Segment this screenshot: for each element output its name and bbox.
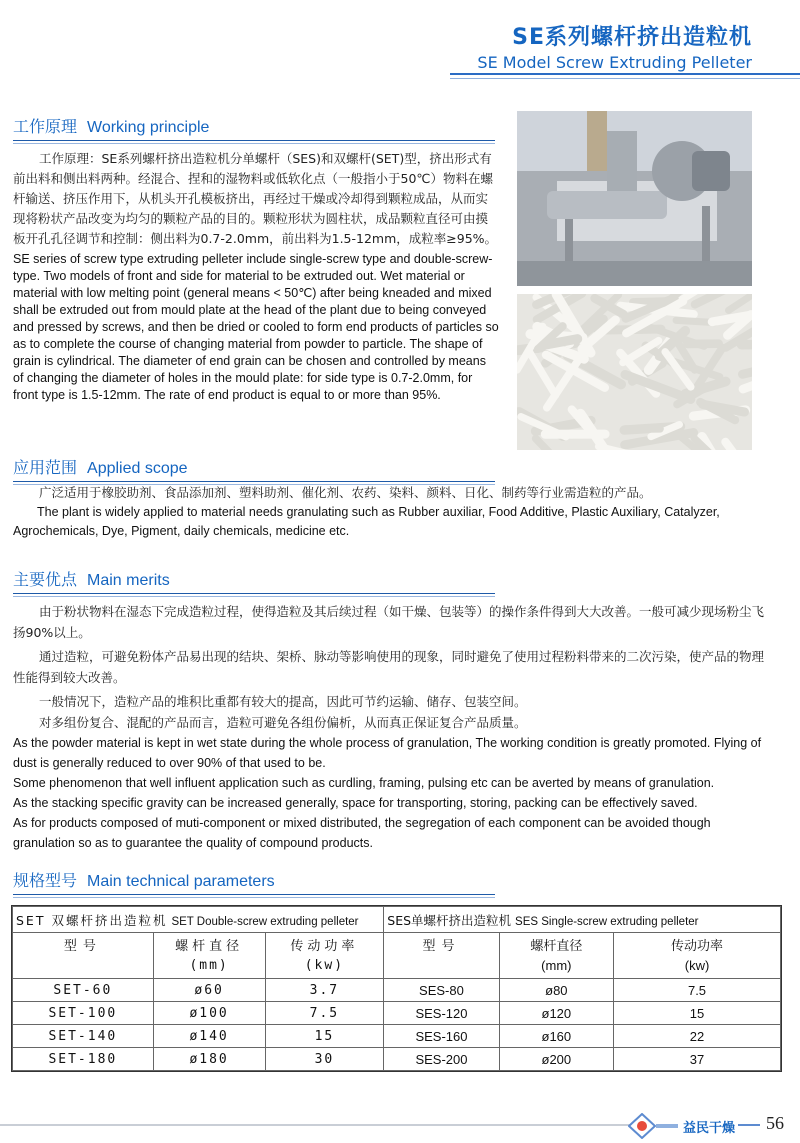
set-model-header: 型号 [13, 933, 154, 979]
page-number: 56 [766, 1113, 784, 1133]
footer-rule [0, 1124, 650, 1126]
merit-cn-paragraph: 对多组份复合、混配的产品而言，造粒可避免各组份偏析，从而真正保证复合产品质量。 [39, 715, 527, 730]
page-title-cn: SE系列螺杆挤出造粒机 [512, 25, 752, 50]
ses-power-header: 传动功率 (kw) [614, 933, 781, 979]
pelleter-machine-photo [517, 111, 752, 286]
merit-en-paragraph: As for products composed of muti-component or mixed distributed, the segregation of each component can be avoided though granulation so as to guarantee the quality of compound products. [13, 816, 711, 850]
applied-scope-section [13, 455, 495, 485]
main-merits-body [13, 601, 773, 853]
applied-scope-cn-text: 广泛适用于橡胶助剂、食品添加剂、塑料助剂、催化剂、农药、染料、颜料、日化、制药等行业需造粒的产品。 [39, 485, 652, 500]
set-group-header: SET 双螺杆挤出造粒机 SET Double-screw extruding pelleter [13, 907, 384, 933]
parameters-table [11, 905, 782, 1072]
applied-scope-en-text: The plant is widely applied to material needs granulating such as Rubber auxiliar, Food Additive, Plastic Auxiliary, Catalyzer, Agrochemicals, Dye, Pigment, daily chemicals, medicine etc. [13, 505, 720, 538]
page-title-en: SE Model Screw Extruding Pelleter [477, 53, 752, 72]
merit-cn-paragraph: 一般情况下，造粒产品的堆积比重都有较大的提高，因此可节约运输、储存、包装空间。 [39, 694, 527, 709]
ses-group-header: SES单螺杆挤出造粒机 SES Single-screw extruding pelleter [384, 907, 781, 933]
header-rule [450, 73, 800, 81]
merit-en-paragraph: Some phenomenon that well influent application such as curdling, framing, pulsing etc can be averted by means of granulation. [13, 776, 715, 790]
merit-en-paragraph: As the stacking specific gravity can be increased generally, space for transporting, storing, packing can be effectively saved. [13, 796, 698, 810]
working-principle-body [13, 149, 499, 404]
table-row: SET-180 ø180 30 SES-200 ø200 37 [13, 1048, 781, 1071]
main-merits-section [13, 567, 495, 597]
footer-dash [738, 1124, 760, 1126]
ses-diameter-header: 螺杆直径 (mm) [499, 933, 613, 979]
footer-brand: 益民干燥 [683, 1121, 736, 1136]
set-power-header: 传动功率 (kw) [265, 933, 384, 979]
working-principle-en-text: SE series of screw type extruding pelleter include single-screw type and double-screw-type. Two models of front and side for material to be extruded out. Wet material or material with low melting point (general means < 50℃) after being kneaded and mixed shall be extruded out from mould plate at the head of the plant due to being conveyed and pressed by screws, and then be dried or cooled to form end products of particles so as to complete the course of changing material from powder to particle. The shape of grain is cylindrical. The diameter of end grain can be chosen and controlled by means of changing the diameter of holes in the mould plate: for side type is 0.7-2.0mm, for front type is 1.5-12mm. The rate of end product is equal to or more than 95%. [13, 252, 499, 402]
working-principle-heading: 工作原理 Working principle [13, 117, 210, 136]
pellets-photo [517, 294, 752, 450]
applied-scope-heading: 应用范围 Applied scope [13, 458, 188, 477]
parameters-section [13, 868, 495, 898]
table-row: SET-60 ø60 3.7 SES-80 ø80 7.5 [13, 979, 781, 1002]
brand-logo-icon [628, 1113, 680, 1139]
working-principle-section [13, 114, 495, 144]
set-diameter-header: 螺杆直径 (mm) [153, 933, 265, 979]
table-row: SET-100 ø100 7.5 SES-120 ø120 15 [13, 1002, 781, 1025]
ses-model-header: 型号 [384, 933, 499, 979]
applied-scope-body [13, 483, 773, 541]
merit-en-paragraph: As the powder material is kept in wet state during the whole process of granulation, The working condition is greatly promoted. Flying of dust is generally reduced to over 90% of that used to be. [13, 736, 762, 770]
page-header [477, 20, 752, 72]
working-principle-cn-text: 工作原理：SE系列螺杆挤出造粒机分单螺杆（SES)和双螺杆(SET)型，挤出形式有前出料和侧出料两种。经混合、捏和的湿物料或低软化点（一般指小于50℃）物料在螺杆输送、挤压作用下，从机头开孔模板挤出，再经过干燥或冷却得到颗粒成品，从而实现将粉状产品改变为均匀的颗粒产品的目的。颗粒形状为圆柱状，成品颗粒直径可由摸板开孔孔径调节和控制：侧出料为0.7-2.0mm，前出料为1.5-12mm，成粒率≥95%。 [13, 151, 498, 246]
table-row: SET-140 ø140 15 SES-160 ø160 22 [13, 1025, 781, 1048]
merit-cn-paragraph: 通过造粒，可避免粉体产品易出现的结块、架桥、脉动等影响使用的现象，同时避免了使用过程粉料带来的二次污染，使产品的物理性能得到较大改善。 [13, 649, 765, 685]
main-merits-heading: 主要优点 Main merits [13, 570, 170, 589]
parameters-heading: 规格型号 Main technical parameters [13, 871, 275, 890]
merit-cn-paragraph: 由于粉状物料在湿态下完成造粒过程，使得造粒及其后续过程（如干燥、包装等）的操作条件得到大大改善。一般可减少现场粉尘飞扬90%以上。 [13, 604, 765, 640]
